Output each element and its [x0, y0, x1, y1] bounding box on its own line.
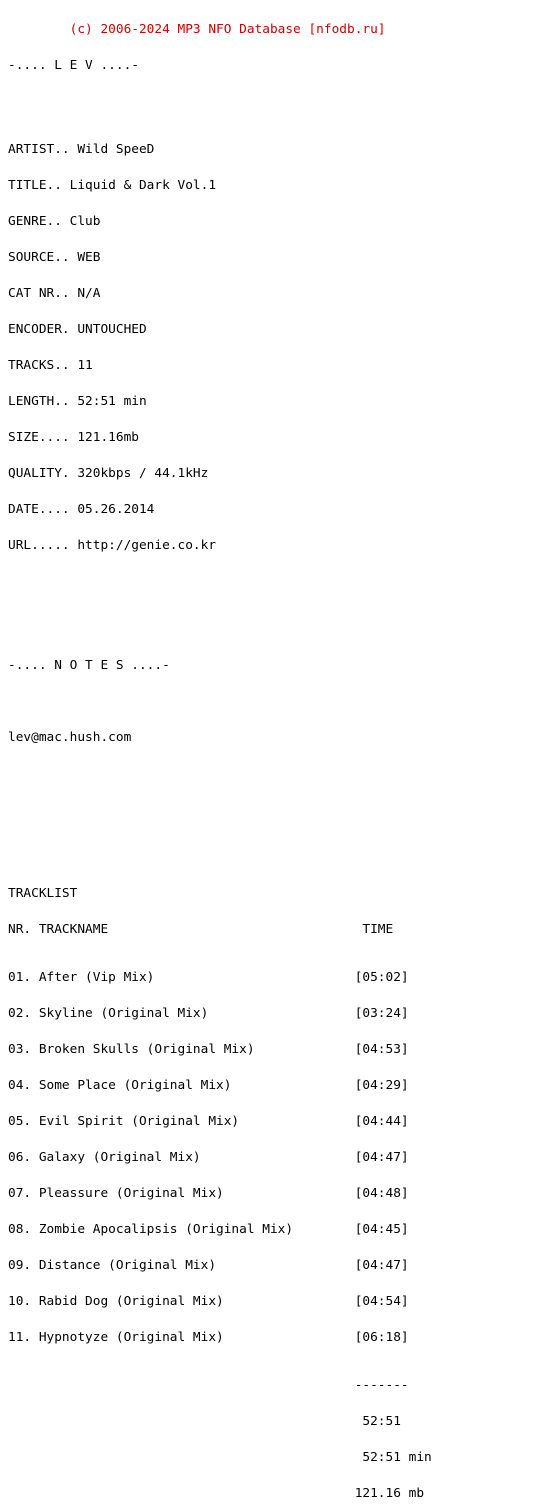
blank-line [8, 768, 536, 780]
tracklist-title: TRACKLIST [8, 886, 78, 901]
blank-line [8, 696, 536, 708]
blank-line [8, 840, 536, 852]
info-cat-nr: CAT NR.. N/A [8, 286, 101, 301]
track-row: 01. After (Vip Mix) [05:02] [8, 970, 409, 985]
total-time-min: 52:51 min [8, 1450, 432, 1465]
track-row: 10. Rabid Dog (Original Mix) [04:54] [8, 1294, 409, 1309]
info-artist: ARTIST.. Wild SpeeD [8, 142, 155, 157]
track-row: 09. Distance (Original Mix) [04:47] [8, 1258, 409, 1273]
info-title: TITLE.. Liquid & Dark Vol.1 [8, 178, 217, 193]
lev-banner: -.... L E V ....- [8, 58, 139, 73]
tracklist-header: NR. TRACKNAME TIME [8, 922, 394, 937]
notes-banner: -.... N O T E S ....- [8, 658, 170, 673]
total-separator: ------- [8, 1378, 409, 1393]
total-size: 121.16 mb [8, 1486, 425, 1501]
track-row: 05. Evil Spirit (Original Mix) [04:44] [8, 1114, 409, 1129]
total-time: 52:51 [8, 1414, 401, 1429]
nfodb-header: (c) 2006-2024 MP3 NFO Database [nfodb.ru] [8, 22, 386, 37]
info-genre: GENRE.. Club [8, 214, 101, 229]
blank-line [8, 588, 536, 600]
blank-line [8, 96, 536, 108]
track-row: 02. Skyline (Original Mix) [03:24] [8, 1006, 409, 1021]
track-row: 08. Zombie Apocalipsis (Original Mix) [04:45] [8, 1222, 409, 1237]
info-tracks: TRACKS.. 11 [8, 358, 93, 373]
info-source: SOURCE.. WEB [8, 250, 101, 265]
track-row: 03. Broken Skulls (Original Mix) [04:53] [8, 1042, 409, 1057]
track-row: 11. Hypnotyze (Original Mix) [06:18] [8, 1330, 409, 1345]
info-quality: QUALITY. 320kbps / 44.1kHz [8, 466, 209, 481]
info-date: DATE.... 05.26.2014 [8, 502, 155, 517]
info-url: URL..... http://genie.co.kr [8, 538, 217, 553]
info-length: LENGTH.. 52:51 min [8, 394, 147, 409]
track-row: 04. Some Place (Original Mix) [04:29] [8, 1078, 409, 1093]
info-encoder: ENCODER. UNTOUCHED [8, 322, 147, 337]
track-row: 06. Galaxy (Original Mix) [04:47] [8, 1150, 409, 1165]
track-row: 07. Pleassure (Original Mix) [04:48] [8, 1186, 409, 1201]
info-size: SIZE.... 121.16mb [8, 430, 139, 445]
blank-line [8, 804, 536, 816]
notes-email: lev@mac.hush.com [8, 730, 132, 745]
blank-line [8, 624, 536, 636]
